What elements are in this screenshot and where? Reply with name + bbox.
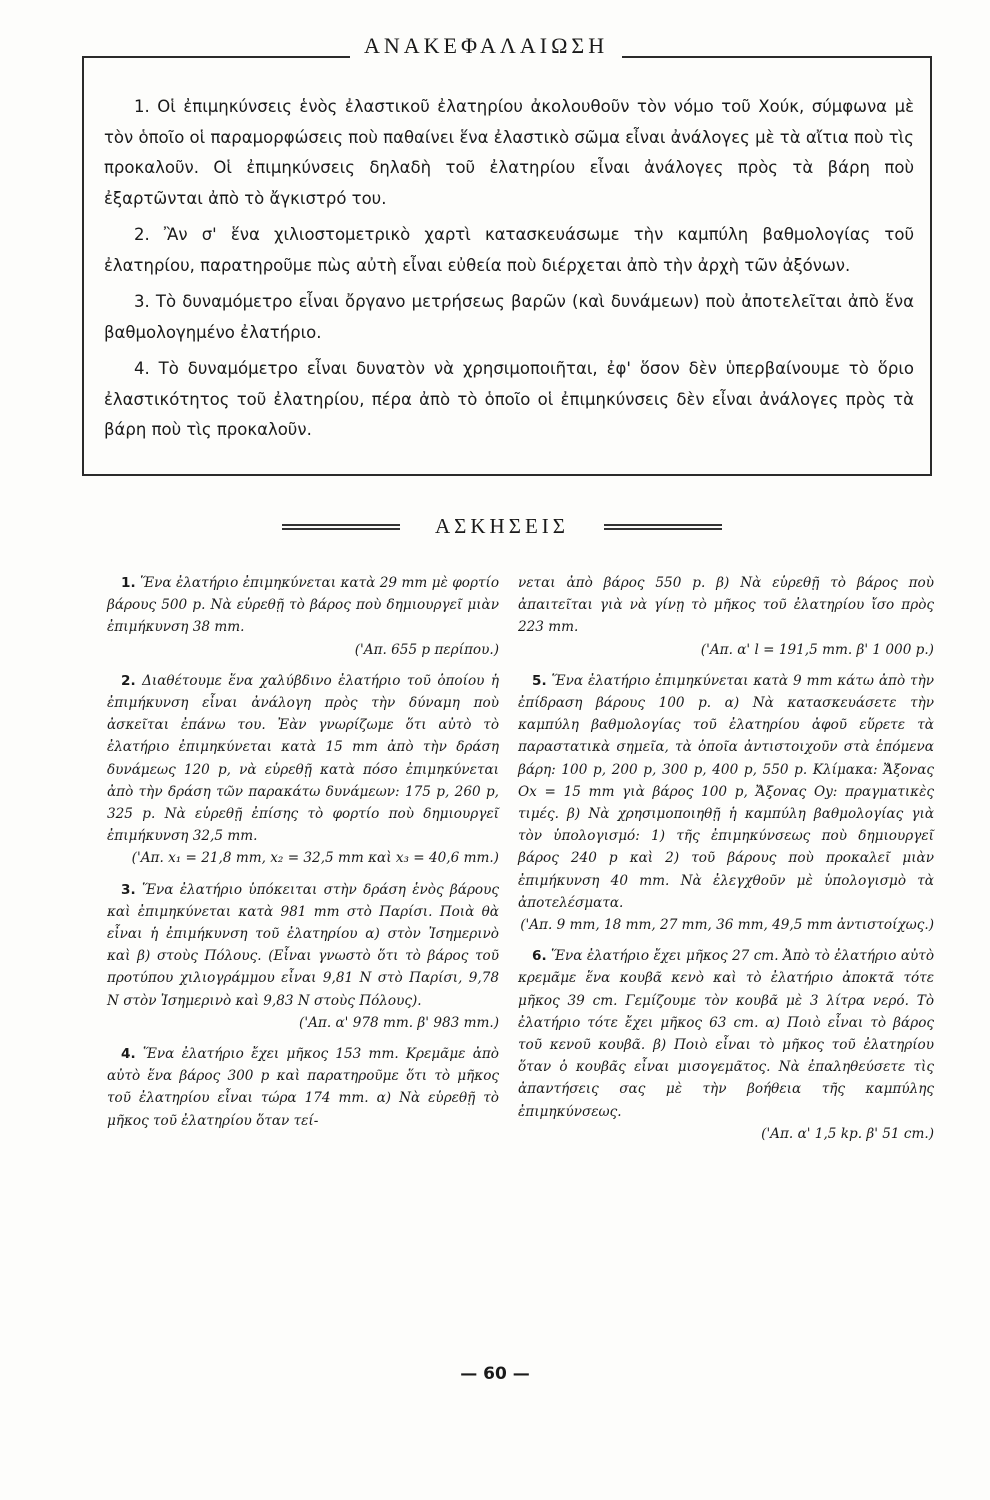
header-rule-right (604, 524, 722, 530)
exercises-left-column (107, 572, 499, 1141)
summary-title: ΑΝΑΚΕΦΑΛΑΙΩΣΗ (350, 33, 622, 59)
exercise-answer: ('Απ. 655 p περίπου.) (354, 641, 499, 658)
exercise-text: Διαθέτουμε ἕνα χαλύβδινο ἐλατήριο τοῦ ὁποίου ἡ ἐπιμήκυνση εἶναι ἀνάλογη πρὸς τὴν δύναμη ποὺ ἀσκεῖται ἐπάνω του. Ἐὰν γνωρίζωμε ὅτι αὐτὸ τὸ ἐλατήριο ἐπιμηκύνεται κατὰ 15 mm ἀπὸ τὴν δράση δυνάμεως 120 p, νὰ εὑρεθῇ κατὰ πόσο ἐπιμηκύνεται ἀπὸ τὴν δράση τῶν παρακάτω δυνάμεων: 175 p, 260 p, 325 p. Νὰ εὑρεθῇ ἐπίσης τὸ φορτίο ποὺ δημιουργεῖ ἐπιμήκυνση 32,5 mm. (107, 672, 499, 845)
exercise-answer: ('Απ. α' 1,5 kp. β' 51 cm.) (761, 1125, 934, 1142)
exercise-number: 2. (121, 672, 136, 689)
exercise-6 (518, 945, 934, 1145)
exercises-right-column (518, 572, 934, 1154)
exercise-1 (107, 572, 499, 661)
exercise-5 (518, 670, 934, 936)
exercise-answer: ('Απ. α' 978 mm. β' 983 mm.) (299, 1014, 499, 1031)
exercise-answer: ('Απ. 9 mm, 18 mm, 27 mm, 36 mm, 49,5 mm ἀντιστοίχως.) (520, 917, 934, 934)
exercise-text: Ἕνα ἐλατήριο ἐπιμηκύνεται κατὰ 9 mm κάτω ἀπὸ τὴν ἐπίδραση βάρους 100 p. α) Νὰ κατασκευάσετε τὴν καμπύλη βαθμολογίας τοῦ ἐλατηρίου ἀφοῦ εὕρετε τὰ παραστατικὰ σημεῖα, τὰ ὁποῖα ἀντιστοιχοῦν στὰ ἑπόμενα βάρη: 100 p, 200 p, 300 p, 400 p, 550 p. Κλίμακα: Ἄξονας Ox = 15 mm γιὰ βάρος 100 p, Ἄξονας Oy: πραγματικὲς τιμές. β) Νὰ χρησιμοποιηθῇ ἡ καμπύλη βαθμολογίας γιὰ τὸν ὑπολογισμό: 1) τῆς ἐπιμηκύνσεως ποὺ δημιουργεῖ βάρος 240 p καὶ 2) τοῦ βάρους ποὺ προκαλεῖ μιὰν ἐπιμήκυνση 40 mm. Νὰ ἐλεγχθοῦν μὲ ὑπολογισμὸ τὰ ἀποτελέσματα. (518, 672, 934, 911)
exercise-4 (107, 1043, 499, 1132)
exercise-text: Ἕνα ἐλατήριο ὑπόκειται στὴν δράση ἑνὸς βάρους καὶ ἐπιμηκύνεται κατὰ 981 mm στὸ Παρίσι. Ποιὰ θὰ εἶναι ἡ ἐπιμήκυνση τοῦ ἐλατηρίου α) στὸν Ἰσημερινὸ καὶ β) στοὺς Πόλους. (Εἶναι γνωστὸ ὅτι τὸ βάρος τοῦ προτύπου χιλιογράμμου εἶναι 9,81 N στὸ Παρίσι, 9,78 N στὸν Ἰσημερινὸ καὶ 9,83 N στοὺς Πόλους). (107, 881, 499, 1009)
exercise-number: 1. (121, 575, 136, 591)
exercise-answer: ('Απ. x₁ = 21,8 mm, x₂ = 32,5 mm καὶ x₃ = 40,6 mm.) (131, 850, 499, 867)
page-number: — 60 — (460, 1364, 530, 1384)
summary-list (104, 92, 914, 452)
summary-item-4: 4. Τὸ δυναμόμετρο εἶναι δυνατὸν νὰ χρησιμοποιῆται, ἐφ' ὅσον δὲν ὑπερβαίνουμε τὸ ὅριο ἐλαστικότητος τοῦ ἐλατηρίου, πέρα ἀπὸ τὸ ὁποῖο οἱ ἐπιμηκύνσεις δὲν εἶναι ἀνάλογες πρὸς τὰ βάρη ποὺ τὶς προκαλοῦν. (104, 359, 914, 439)
exercises-title: ΑΣΚΗΣΕΙΣ (435, 514, 569, 538)
exercises-header (282, 514, 722, 544)
exercise-text: Ἕνα ἐλατήριο ἔχει μῆκος 153 mm. Κρεμᾶμε ἀπὸ αὐτὸ ἕνα βάρος 300 p καὶ παρατηροῦμε ὅτι τὸ μῆκος τοῦ ἐλατηρίου εἶναι τώρα 174 mm. α) Νὰ εὑρεθῇ τὸ μῆκος τοῦ ἐλατηρίου ὅταν τεί- (107, 1046, 499, 1129)
exercise-4-continued (518, 572, 934, 661)
exercise-number: 3. (121, 881, 136, 898)
exercise-number: 4. (121, 1046, 136, 1063)
exercise-number: 6. (532, 948, 547, 965)
exercise-number: 5. (532, 672, 547, 689)
summary-item-2: 2. Ἂν σ' ἕνα χιλιοστομετρικὸ χαρτὶ κατασκευάσωμε τὴν καμπύλη βαθμολογίας τοῦ ἐλατηρίου, παρατηροῦμε πὼς αὐτὴ εἶναι εὐθεία ποὺ διέρχεται ἀπὸ τὴν ἀρχὴ τῶν ἀξόνων. (104, 225, 914, 275)
exercise-2 (107, 670, 499, 870)
summary-item-3: 3. Τὸ δυναμόμετρο εἶναι ὄργανο μετρήσεως βαρῶν (καὶ δυνάμεων) ποὺ ἀποτελεῖται ἀπὸ ἕνα βαθμολογημένο ἐλατήριο. (104, 292, 914, 342)
exercise-text: Ἕνα ἐλατήριο ἔχει μῆκος 27 cm. Ἀπὸ τὸ ἐλατήριο αὐτὸ κρεμᾶμε ἕνα κουβᾶ κενὸ καὶ τὸ ἐλατήριο ἀποκτᾶ τότε μῆκος 39 cm. Γεμίζουμε τὸν κουβᾶ μὲ 3 λίτρα νερό. Τὸ ἐλατήριο τότε ἔχει μῆκος 63 cm. α) Ποιὸ εἶναι τὸ βάρος τοῦ κενοῦ κουβᾶ. β) Ποιὸ εἶναι τὸ μῆκος τοῦ ἐλατηρίου ὅταν ὁ κουβᾶς εἶναι μισογεμᾶτος. Νὰ ἐπαληθεύσετε τὶς ἀπαντήσεις σας μὲ τὴν βοήθεια τῆς καμπύλης ἐπιμηκύνσεως. (518, 948, 934, 1120)
exercise-text: Ἕνα ἐλατήριο ἐπιμηκύνεται κατὰ 29 mm μὲ φορτίο βάρους 500 p. Νὰ εὑρεθῇ τὸ βάρος ποὺ δημιουργεῖ μιὰν ἐπιμήκυνση 38 mm. (107, 575, 499, 636)
exercise-3 (107, 879, 499, 1034)
exercise-answer: ('Απ. α' l = 191,5 mm. β' 1 000 p.) (700, 641, 934, 658)
exercise-text: νεται ἀπὸ βάρος 550 p. β) Νὰ εὑρεθῇ τὸ βάρος ποὺ ἀπαιτεῖται γιὰ νὰ γίνῃ τὸ μῆκος τοῦ ἐλατηρίου ἴσο πρὸς 223 mm. (518, 575, 934, 636)
summary-item-1: 1. Οἱ ἐπιμηκύνσεις ἑνὸς ἐλαστικοῦ ἐλατηρίου ἀκολουθοῦν τὸν νόμο τοῦ Χούκ, σύμφωνα μὲ τὸν ὁποῖο οἱ παραμορφώσεις ποὺ παθαίνει ἕνα ἐλαστικὸ σῶμα εἶναι ἀνάλογες μὲ τὰ αἴτια ποὺ τὶς προκαλοῦν. Οἱ ἐπιμηκύνσεις δηλαδὴ τοῦ ἐλατηρίου εἶναι ἀνάλογες πρὸς τὰ βάρη ποὺ ἐξαρτῶνται ἀπὸ τὸ ἄγκιστρό του. (104, 97, 914, 208)
